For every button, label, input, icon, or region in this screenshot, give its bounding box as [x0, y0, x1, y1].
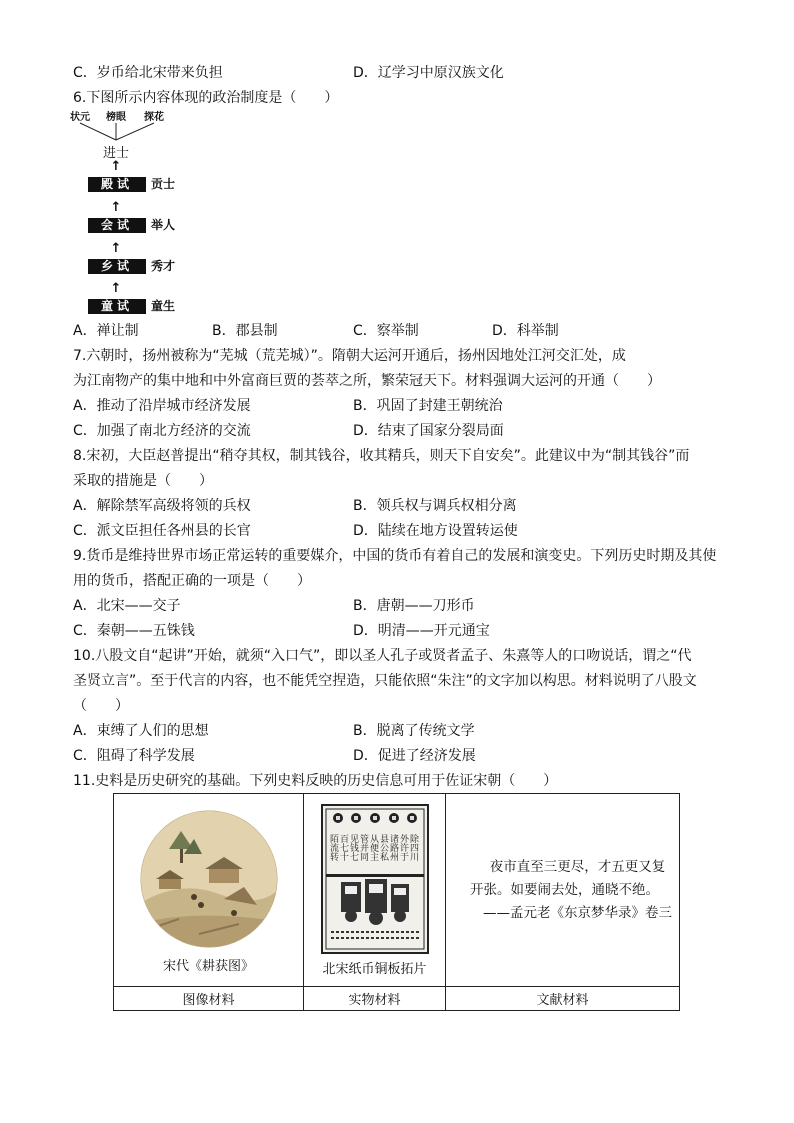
- q7-option-a: A．推动了沿岸城市经济发展: [73, 398, 251, 414]
- object-material-cell: [304, 794, 446, 987]
- q6-option-a: A．禅让制: [73, 323, 139, 339]
- q9-option-c: C．秦朝——五铢钱: [73, 623, 195, 639]
- q10-stem-line3: （ ）: [73, 698, 129, 714]
- type-object-material: 实物材料: [304, 987, 446, 1011]
- quote-line-1: 夜市直至三更尽，才五更又复: [489, 858, 666, 875]
- rank-gongshi: 贡士: [151, 177, 176, 191]
- up-arrow-icon: ↑: [110, 281, 122, 296]
- q8-stem-line1: 8.宋初，大臣赵普提出“稍夺其权，制其钱谷，收其精兵，则天下自安矣”。此建议中为“制其钱谷”而: [73, 448, 690, 464]
- print-char: 陌流转: [327, 833, 338, 861]
- type-image-material: 图像材料: [114, 987, 304, 1011]
- rank-tanhua: 探花: [144, 112, 164, 123]
- q9-option-d: D．明清——开元通宝: [353, 623, 490, 639]
- genhuotu-painting: [139, 809, 279, 949]
- document-material-cell: [446, 794, 680, 987]
- q5-option-d: D．辽学习中原汉族文化: [353, 65, 504, 81]
- q9-stem-line2: 用的货币，搭配正确的一项是（ ）: [73, 573, 311, 589]
- print-char: 诸路州: [387, 833, 398, 861]
- imperial-exam-diagram: [70, 108, 210, 316]
- up-arrow-icon: ↑: [110, 159, 122, 174]
- print-char: 见钱七: [347, 833, 358, 861]
- q6-stem: 6.下图所示内容体现的政治制度是（ ）: [73, 90, 339, 106]
- up-arrow-icon: ↑: [110, 200, 122, 215]
- q6-option-c: C．察举制: [353, 323, 419, 339]
- q7-option-d: D．结束了国家分裂局面: [353, 423, 504, 439]
- rank-zhuangyuan: 状元: [70, 112, 90, 123]
- q9-option-b: B．唐朝——刀形币: [353, 598, 475, 614]
- rank-juren: 举人: [151, 218, 176, 232]
- q8-option-b: B．领兵权与调兵权相分离: [353, 498, 517, 514]
- print-char: 从便主: [367, 833, 378, 861]
- rank-bangyan: 榜眼: [106, 112, 126, 123]
- jiaozi-print-rubbing: [321, 804, 429, 954]
- q10-option-d: D．促进了经济发展: [353, 748, 476, 764]
- q9-option-a: A．北宋——交子: [73, 598, 181, 614]
- print-char: 百七十: [337, 833, 348, 861]
- q6-option-b: B．郡县制: [212, 323, 278, 339]
- q7-option-b: B．巩固了封建王朝统治: [353, 398, 503, 414]
- q8-option-a: A．解除禁军高级将领的兵权: [73, 498, 251, 514]
- type-document-material: 文献材料: [446, 987, 680, 1011]
- q8-option-d: D．陆续在地方设置转运使: [353, 523, 518, 539]
- quote-line-2: 开张。如要闹去处，通晓不绝。: [470, 881, 659, 898]
- up-arrow-icon: ↑: [110, 241, 122, 256]
- print-char: 除四川: [407, 833, 418, 861]
- source-materials-table: [113, 793, 680, 1011]
- q6-option-d: D．科举制: [492, 323, 559, 339]
- exam-dianshi: 殿试: [88, 177, 146, 192]
- branch-lines: [70, 120, 180, 142]
- jinshi-label: 进士: [103, 146, 130, 161]
- q10-stem-line1: 10.八股文自“起讲”开始，就须“入口气”，即以圣人孔子或贤者孟子、朱熹等人的口吻说话，谓之“代: [73, 648, 692, 664]
- print-char: 县公私: [377, 833, 388, 861]
- q7-stem-line1: 7.六朝时，扬州被称为“芜城（荒芜城）”。隋朝大运河开通后，扬州因地处江河交汇处，成: [73, 348, 626, 364]
- rubbing-caption: 北宋纸币铜板拓片: [322, 961, 427, 977]
- print-char: 外许于: [397, 833, 408, 861]
- rank-tongsheng: 童生: [151, 299, 176, 313]
- exam-tongshi: 童试: [88, 299, 146, 314]
- q5-option-c: C．岁币给北宋带来负担: [73, 65, 223, 81]
- image-material-cell: [114, 794, 304, 987]
- q7-stem-line2: 为江南物产的集中地和中外富商巨贾的荟萃之所，繁荣冠天下。材料强调大运河的开通（ ）: [73, 373, 661, 389]
- print-char: 管并同: [357, 833, 368, 861]
- q10-option-b: B．脱离了传统文学: [353, 723, 475, 739]
- q10-option-a: A．束缚了人们的思想: [73, 723, 209, 739]
- q9-stem-line1: 9.货币是维持世界市场正常运转的重要媒介，中国的货币有着自己的发展和演变史。下列历史时期及其使: [73, 548, 717, 564]
- painting-caption: 宋代《耕获图》: [162, 958, 254, 974]
- q10-stem-line2: 圣贤立言”。至于代言的内容，也不能凭空捏造，只能依照“朱注”的文字加以构思。材料说明了八股文: [73, 673, 697, 689]
- exam-huishi: 会试: [88, 218, 146, 233]
- q8-option-c: C．派文臣担任各州县的长官: [73, 523, 251, 539]
- q7-option-c: C．加强了南北方经济的交流: [73, 423, 251, 439]
- rank-xiucai: 秀才: [151, 259, 176, 273]
- q8-stem-line2: 采取的措施是（ ）: [73, 473, 213, 489]
- q11-stem: 11.史料是历史研究的基础。下列史料反映的历史信息可用于佐证宋朝（ ）: [73, 773, 558, 789]
- quote-source: ——孟元老《东京梦华录》卷三: [483, 904, 672, 921]
- q10-option-c: C．阻碍了科学发展: [73, 748, 195, 764]
- exam-xiangshi: 乡试: [88, 259, 146, 274]
